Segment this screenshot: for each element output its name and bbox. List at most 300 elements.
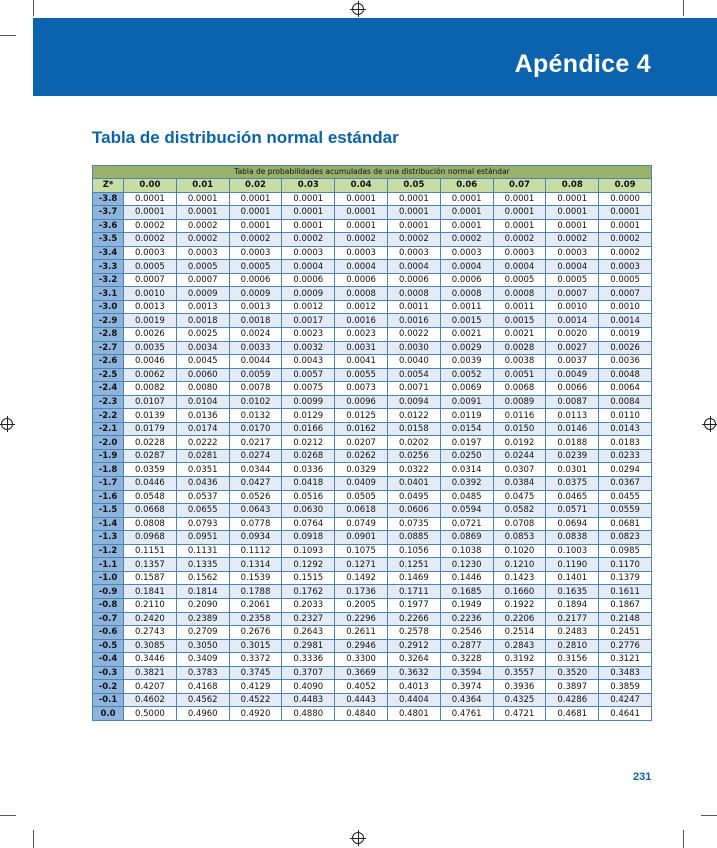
- column-header: 0.02: [229, 179, 282, 193]
- probability-cell: 0.0006: [440, 273, 493, 287]
- z-value-cell: -3.7: [93, 206, 124, 220]
- probability-cell: 0.4562: [176, 693, 229, 707]
- probability-cell: 0.0708: [493, 517, 546, 531]
- probability-cell: 0.0192: [493, 436, 546, 450]
- probability-cell: 0.2578: [387, 626, 440, 640]
- page-number: 231: [633, 771, 652, 783]
- probability-cell: 0.0526: [229, 490, 282, 504]
- column-header: 0.06: [440, 179, 493, 193]
- table-row: [93, 639, 652, 653]
- probability-cell: 0.1894: [546, 598, 599, 612]
- probability-cell: 0.4168: [176, 680, 229, 694]
- probability-cell: 0.0082: [124, 382, 177, 396]
- probability-cell: 0.0233: [599, 449, 652, 463]
- probability-cell: 0.0668: [124, 504, 177, 518]
- table-row: [93, 571, 652, 585]
- column-header: 0.07: [493, 179, 546, 193]
- probability-cell: 0.1539: [229, 571, 282, 585]
- probability-cell: 0.0005: [176, 260, 229, 274]
- probability-cell: 0.0007: [176, 273, 229, 287]
- probability-cell: 0.4840: [335, 707, 388, 721]
- probability-cell: 0.0007: [124, 273, 177, 287]
- probability-cell: 0.0475: [493, 490, 546, 504]
- probability-cell: 0.0401: [387, 477, 440, 491]
- probability-cell: 0.0002: [599, 233, 652, 247]
- probability-cell: 0.0032: [282, 341, 335, 355]
- probability-cell: 0.0122: [387, 409, 440, 423]
- probability-cell: 0.0001: [599, 219, 652, 233]
- probability-cell: 0.0838: [546, 531, 599, 545]
- probability-cell: 0.0202: [387, 436, 440, 450]
- crop-mark: [0, 815, 16, 816]
- probability-cell: 0.3707: [282, 666, 335, 680]
- z-value-cell: -3.5: [93, 233, 124, 247]
- probability-cell: 0.0055: [335, 368, 388, 382]
- probability-cell: 0.2946: [335, 639, 388, 653]
- probability-cell: 0.4207: [124, 680, 177, 694]
- section-title: Tabla de distribución normal estándar: [92, 128, 399, 147]
- table-row: [93, 707, 652, 721]
- probability-cell: 0.3783: [176, 666, 229, 680]
- probability-cell: 0.0008: [493, 287, 546, 301]
- probability-cell: 0.0228: [124, 436, 177, 450]
- probability-cell: 0.0012: [282, 300, 335, 314]
- probability-cell: 0.0005: [493, 273, 546, 287]
- probability-cell: 0.3745: [229, 666, 282, 680]
- probability-cell: 0.0026: [124, 328, 177, 342]
- probability-cell: 0.1736: [335, 585, 388, 599]
- probability-cell: 0.0027: [546, 341, 599, 355]
- z-value-cell: -2.8: [93, 328, 124, 342]
- probability-cell: 0.0014: [546, 314, 599, 328]
- probability-cell: 0.3483: [599, 666, 652, 680]
- probability-cell: 0.0014: [599, 314, 652, 328]
- table-row: [93, 504, 652, 518]
- probability-cell: 0.1762: [282, 585, 335, 599]
- probability-cell: 0.0125: [335, 409, 388, 423]
- probability-cell: 0.0087: [546, 395, 599, 409]
- probability-cell: 0.0217: [229, 436, 282, 450]
- probability-cell: 0.0005: [229, 260, 282, 274]
- probability-cell: 0.2483: [546, 626, 599, 640]
- table-row: [93, 449, 652, 463]
- z-value-cell: -0.9: [93, 585, 124, 599]
- probability-cell: 0.2177: [546, 612, 599, 626]
- probability-cell: 0.0150: [493, 422, 546, 436]
- z-value-cell: -1.5: [93, 504, 124, 518]
- probability-cell: 0.1635: [546, 585, 599, 599]
- z-value-cell: -2.1: [93, 422, 124, 436]
- table-row: [93, 395, 652, 409]
- crop-mark: [0, 35, 16, 36]
- z-value-cell: -0.3: [93, 666, 124, 680]
- probability-cell: 0.0721: [440, 517, 493, 531]
- probability-cell: 0.0002: [176, 233, 229, 247]
- probability-cell: 0.0089: [493, 395, 546, 409]
- probability-cell: 0.0197: [440, 436, 493, 450]
- probability-cell: 0.0244: [493, 449, 546, 463]
- probability-cell: 0.0918: [282, 531, 335, 545]
- probability-cell: 0.0162: [335, 422, 388, 436]
- probability-cell: 0.1271: [335, 558, 388, 572]
- probability-cell: 0.0239: [546, 449, 599, 463]
- probability-cell: 0.2514: [493, 626, 546, 640]
- probability-cell: 0.1020: [493, 544, 546, 558]
- probability-cell: 0.0537: [176, 490, 229, 504]
- probability-cell: 0.0001: [335, 192, 388, 206]
- probability-cell: 0.1075: [335, 544, 388, 558]
- probability-cell: 0.0132: [229, 409, 282, 423]
- table-row: [93, 463, 652, 477]
- probability-cell: 0.4602: [124, 693, 177, 707]
- table-row: [93, 314, 652, 328]
- probability-cell: 0.0104: [176, 395, 229, 409]
- column-header: 0.03: [282, 179, 335, 193]
- table-row: [93, 517, 652, 531]
- probability-cell: 0.0011: [440, 300, 493, 314]
- probability-cell: 0.0207: [335, 436, 388, 450]
- probability-cell: 0.1469: [387, 571, 440, 585]
- probability-cell: 0.0034: [176, 341, 229, 355]
- table-row: [93, 273, 652, 287]
- probability-cell: 0.1131: [176, 544, 229, 558]
- probability-cell: 0.0037: [546, 355, 599, 369]
- probability-cell: 0.0073: [335, 382, 388, 396]
- probability-cell: 0.2912: [387, 639, 440, 653]
- probability-cell: 0.0455: [599, 490, 652, 504]
- probability-cell: 0.0002: [440, 233, 493, 247]
- probability-cell: 0.0119: [440, 409, 493, 423]
- probability-cell: 0.1112: [229, 544, 282, 558]
- probability-cell: 0.4880: [282, 707, 335, 721]
- table-row: [93, 355, 652, 369]
- table-row: [93, 300, 652, 314]
- probability-cell: 0.0212: [282, 436, 335, 450]
- probability-cell: 0.0287: [124, 449, 177, 463]
- probability-cell: 0.3372: [229, 653, 282, 667]
- probability-cell: 0.0446: [124, 477, 177, 491]
- probability-cell: 0.1423: [493, 571, 546, 585]
- table-row: [93, 666, 652, 680]
- probability-cell: 0.4522: [229, 693, 282, 707]
- probability-cell: 0.1335: [176, 558, 229, 572]
- probability-cell: 0.1292: [282, 558, 335, 572]
- probability-cell: 0.0418: [282, 477, 335, 491]
- probability-cell: 0.0021: [493, 328, 546, 342]
- probability-cell: 0.3409: [176, 653, 229, 667]
- z-value-cell: -3.4: [93, 246, 124, 260]
- z-value-cell: -0.6: [93, 626, 124, 640]
- z-value-cell: 0.0: [93, 707, 124, 721]
- column-header: 0.05: [387, 179, 440, 193]
- z-value-cell: -2.3: [93, 395, 124, 409]
- probability-cell: 0.0136: [176, 409, 229, 423]
- probability-cell: 0.0019: [599, 328, 652, 342]
- probability-cell: 0.1251: [387, 558, 440, 572]
- probability-cell: 0.0028: [493, 341, 546, 355]
- probability-cell: 0.0094: [387, 395, 440, 409]
- probability-cell: 0.0001: [176, 206, 229, 220]
- probability-cell: 0.3594: [440, 666, 493, 680]
- probability-cell: 0.0001: [546, 206, 599, 220]
- probability-cell: 0.3336: [282, 653, 335, 667]
- probability-cell: 0.0099: [282, 395, 335, 409]
- probability-cell: 0.0059: [229, 368, 282, 382]
- probability-cell: 0.0084: [599, 395, 652, 409]
- probability-cell: 0.0158: [387, 422, 440, 436]
- probability-cell: 0.0036: [599, 355, 652, 369]
- probability-cell: 0.0003: [546, 246, 599, 260]
- probability-cell: 0.0102: [229, 395, 282, 409]
- probability-cell: 0.0003: [599, 260, 652, 274]
- probability-cell: 0.0582: [493, 504, 546, 518]
- probability-cell: 0.0003: [440, 246, 493, 260]
- probability-cell: 0.0968: [124, 531, 177, 545]
- probability-cell: 0.3015: [229, 639, 282, 653]
- probability-cell: 0.3632: [387, 666, 440, 680]
- probability-cell: 0.0001: [282, 206, 335, 220]
- column-header-row: [93, 179, 652, 193]
- probability-cell: 0.0359: [124, 463, 177, 477]
- probability-cell: 0.0007: [599, 287, 652, 301]
- probability-cell: 0.0901: [335, 531, 388, 545]
- z-value-cell: -1.1: [93, 558, 124, 572]
- probability-cell: 0.0046: [124, 355, 177, 369]
- probability-cell: 0.0038: [493, 355, 546, 369]
- z-value-cell: -0.8: [93, 598, 124, 612]
- probability-cell: 0.0256: [387, 449, 440, 463]
- probability-cell: 0.1446: [440, 571, 493, 585]
- probability-cell: 0.0000: [599, 192, 652, 206]
- probability-cell: 0.0367: [599, 477, 652, 491]
- probability-cell: 0.0262: [335, 449, 388, 463]
- probability-cell: 0.0001: [124, 206, 177, 220]
- probability-cell: 0.0080: [176, 382, 229, 396]
- probability-cell: 0.0019: [124, 314, 177, 328]
- probability-cell: 0.0139: [124, 409, 177, 423]
- z-value-cell: -1.9: [93, 449, 124, 463]
- probability-cell: 0.0001: [335, 206, 388, 220]
- z-value-cell: -0.7: [93, 612, 124, 626]
- probability-cell: 0.0485: [440, 490, 493, 504]
- probability-cell: 0.1685: [440, 585, 493, 599]
- column-header: 0.04: [335, 179, 388, 193]
- probability-cell: 0.1977: [387, 598, 440, 612]
- z-value-cell: -2.2: [93, 409, 124, 423]
- probability-cell: 0.1562: [176, 571, 229, 585]
- probability-cell: 0.4801: [387, 707, 440, 721]
- probability-cell: 0.0023: [335, 328, 388, 342]
- probability-cell: 0.0004: [282, 260, 335, 274]
- probability-cell: 0.0274: [229, 449, 282, 463]
- probability-cell: 0.0025: [176, 328, 229, 342]
- probability-cell: 0.0006: [387, 273, 440, 287]
- probability-cell: 0.3859: [599, 680, 652, 694]
- probability-cell: 0.0062: [124, 368, 177, 382]
- probability-cell: 0.0001: [493, 192, 546, 206]
- probability-cell: 0.0853: [493, 531, 546, 545]
- probability-cell: 0.0033: [229, 341, 282, 355]
- probability-cell: 0.4052: [335, 680, 388, 694]
- probability-cell: 0.0003: [124, 246, 177, 260]
- probability-cell: 0.0250: [440, 449, 493, 463]
- probability-cell: 0.0392: [440, 477, 493, 491]
- probability-cell: 0.0002: [124, 219, 177, 233]
- probability-cell: 0.0222: [176, 436, 229, 450]
- registration-mark-right: [704, 418, 716, 430]
- probability-cell: 0.3300: [335, 653, 388, 667]
- probability-cell: 0.0002: [176, 219, 229, 233]
- z-value-cell: -2.9: [93, 314, 124, 328]
- probability-cell: 0.0030: [387, 341, 440, 355]
- probability-cell: 0.4721: [493, 707, 546, 721]
- probability-cell: 0.2090: [176, 598, 229, 612]
- probability-cell: 0.5000: [124, 707, 177, 721]
- probability-cell: 0.0001: [387, 192, 440, 206]
- probability-cell: 0.4761: [440, 707, 493, 721]
- probability-cell: 0.1379: [599, 571, 652, 585]
- probability-cell: 0.0016: [387, 314, 440, 328]
- probability-cell: 0.0026: [599, 341, 652, 355]
- probability-cell: 0.0001: [229, 192, 282, 206]
- crop-mark: [701, 815, 717, 816]
- probability-cell: 0.0001: [124, 192, 177, 206]
- probability-cell: 0.0001: [440, 206, 493, 220]
- probability-cell: 0.1056: [387, 544, 440, 558]
- z-value-cell: -1.8: [93, 463, 124, 477]
- probability-cell: 0.2148: [599, 612, 652, 626]
- probability-cell: 0.0005: [124, 260, 177, 274]
- z-value-cell: -3.0: [93, 300, 124, 314]
- probability-cell: 0.0008: [440, 287, 493, 301]
- probability-cell: 0.3264: [387, 653, 440, 667]
- probability-cell: 0.0107: [124, 395, 177, 409]
- table-row: [93, 260, 652, 274]
- probability-cell: 0.0336: [282, 463, 335, 477]
- probability-cell: 0.3669: [335, 666, 388, 680]
- probability-cell: 0.1587: [124, 571, 177, 585]
- probability-cell: 0.4404: [387, 693, 440, 707]
- probability-cell: 0.0002: [599, 246, 652, 260]
- probability-cell: 0.4960: [176, 707, 229, 721]
- probability-cell: 0.0951: [176, 531, 229, 545]
- probability-cell: 0.0041: [335, 355, 388, 369]
- probability-cell: 0.0808: [124, 517, 177, 531]
- probability-cell: 0.0051: [493, 368, 546, 382]
- probability-cell: 0.3156: [546, 653, 599, 667]
- probability-cell: 0.0116: [493, 409, 546, 423]
- probability-cell: 0.0078: [229, 382, 282, 396]
- probability-cell: 0.4920: [229, 707, 282, 721]
- z-value-cell: -3.1: [93, 287, 124, 301]
- probability-cell: 0.1711: [387, 585, 440, 599]
- probability-cell: 0.2981: [282, 639, 335, 653]
- probability-cell: 0.0006: [229, 273, 282, 287]
- probability-cell: 0.0009: [229, 287, 282, 301]
- probability-cell: 0.0007: [546, 287, 599, 301]
- probability-cell: 0.0068: [493, 382, 546, 396]
- probability-cell: 0.2005: [335, 598, 388, 612]
- probability-cell: 0.2743: [124, 626, 177, 640]
- probability-cell: 0.2033: [282, 598, 335, 612]
- table-row: [93, 219, 652, 233]
- probability-cell: 0.0069: [440, 382, 493, 396]
- z-column-header: Z*: [93, 179, 124, 193]
- probability-cell: 0.4286: [546, 693, 599, 707]
- probability-cell: 0.0005: [546, 273, 599, 287]
- z-value-cell: -3.3: [93, 260, 124, 274]
- probability-cell: 0.0183: [599, 436, 652, 450]
- probability-cell: 0.0002: [546, 233, 599, 247]
- probability-cell: 0.0985: [599, 544, 652, 558]
- probability-cell: 0.0129: [282, 409, 335, 423]
- probability-cell: 0.1401: [546, 571, 599, 585]
- probability-cell: 0.1314: [229, 558, 282, 572]
- probability-cell: 0.3821: [124, 666, 177, 680]
- probability-cell: 0.0040: [387, 355, 440, 369]
- probability-cell: 0.0024: [229, 328, 282, 342]
- probability-cell: 0.0516: [282, 490, 335, 504]
- table-caption: Tabla de probabilidades acumuladas de una distribución normal estándar: [93, 166, 652, 179]
- probability-cell: 0.0630: [282, 504, 335, 518]
- probability-cell: 0.0054: [387, 368, 440, 382]
- probability-cell: 0.0015: [493, 314, 546, 328]
- table-row: [93, 341, 652, 355]
- normal-distribution-table: [92, 165, 652, 721]
- crop-mark: [683, 0, 684, 16]
- crop-mark: [683, 830, 684, 848]
- z-value-cell: -3.8: [93, 192, 124, 206]
- table-row: [93, 558, 652, 572]
- probability-cell: 0.2296: [335, 612, 388, 626]
- probability-cell: 0.1867: [599, 598, 652, 612]
- probability-cell: 0.3121: [599, 653, 652, 667]
- probability-cell: 0.0618: [335, 504, 388, 518]
- probability-cell: 0.0001: [176, 192, 229, 206]
- probability-cell: 0.0268: [282, 449, 335, 463]
- probability-cell: 0.0166: [282, 422, 335, 436]
- probability-cell: 0.0004: [440, 260, 493, 274]
- registration-mark-bottom: [352, 832, 364, 844]
- probability-cell: 0.0002: [335, 233, 388, 247]
- probability-cell: 0.0003: [493, 246, 546, 260]
- probability-cell: 0.0003: [229, 246, 282, 260]
- probability-cell: 0.0001: [546, 219, 599, 233]
- z-value-cell: -0.1: [93, 693, 124, 707]
- table-row: [93, 544, 652, 558]
- probability-cell: 0.1788: [229, 585, 282, 599]
- probability-cell: 0.0048: [599, 368, 652, 382]
- probability-cell: 0.2843: [493, 639, 546, 653]
- probability-cell: 0.1003: [546, 544, 599, 558]
- probability-cell: 0.0044: [229, 355, 282, 369]
- probability-cell: 0.0057: [282, 368, 335, 382]
- probability-cell: 0.3446: [124, 653, 177, 667]
- crop-mark: [33, 830, 34, 848]
- probability-cell: 0.0018: [176, 314, 229, 328]
- table-row: [93, 246, 652, 260]
- probability-cell: 0.0052: [440, 368, 493, 382]
- probability-cell: 0.0427: [229, 477, 282, 491]
- probability-cell: 0.0035: [124, 341, 177, 355]
- probability-cell: 0.4364: [440, 693, 493, 707]
- z-value-cell: -1.4: [93, 517, 124, 531]
- probability-cell: 0.0003: [282, 246, 335, 260]
- probability-cell: 0.0002: [387, 233, 440, 247]
- probability-cell: 0.0001: [599, 206, 652, 220]
- probability-cell: 0.0322: [387, 463, 440, 477]
- probability-cell: 0.2358: [229, 612, 282, 626]
